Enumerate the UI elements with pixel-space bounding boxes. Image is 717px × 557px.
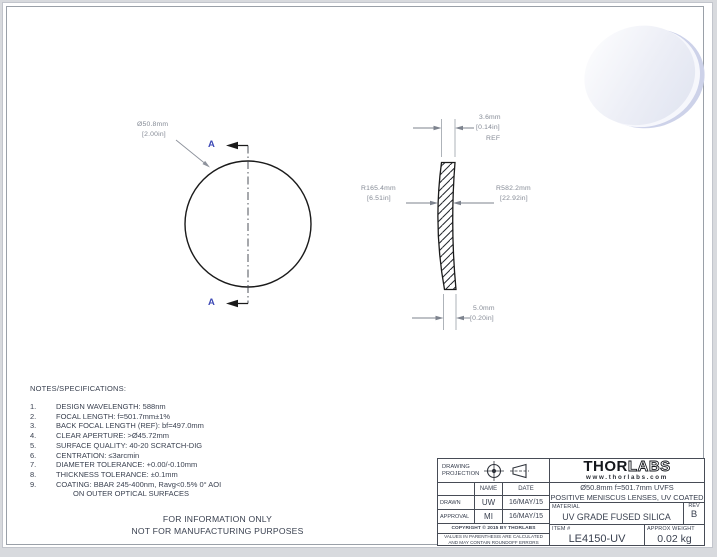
weight-cell bbox=[644, 525, 704, 545]
title-block-right bbox=[550, 459, 704, 545]
approval-name: MI bbox=[474, 510, 503, 523]
thorlabs-logo bbox=[550, 459, 704, 483]
name-header: NAME bbox=[474, 483, 503, 495]
approval-label: APPROVAL bbox=[440, 513, 470, 520]
projection-label: DRAWING PROJECTION bbox=[442, 463, 480, 477]
rev-cell bbox=[683, 503, 704, 524]
drawn-row bbox=[438, 496, 549, 510]
weight-label: APPROX WEIGHT bbox=[647, 526, 695, 532]
disclaimer-line1: FOR INFORMATION ONLY bbox=[162, 514, 273, 524]
item-cell bbox=[550, 525, 644, 545]
drawn-date: 16/MAY/15 bbox=[508, 499, 544, 506]
note-item: 8. THICKNESS TOLERANCE: ±0.1mm bbox=[30, 469, 178, 479]
section-label-a-bottom: A bbox=[208, 297, 215, 308]
radius-left-label-in: [6.51in] bbox=[367, 195, 391, 202]
note-item: 5. SURFACE QUALITY: 40-20 SCRATCH-DIG bbox=[30, 440, 203, 450]
title-block bbox=[437, 458, 705, 546]
title-block-left bbox=[438, 459, 550, 545]
radius-right-label-in: [22.92in] bbox=[500, 195, 528, 202]
note-item-continuation: ON OUTER OPTICAL SURFACES bbox=[73, 489, 189, 499]
section-label-a-top: A bbox=[208, 139, 215, 150]
edge-thickness-label-mm: 3.6mm bbox=[479, 114, 501, 121]
logo-labs-text: LABS bbox=[627, 458, 671, 475]
thorlabs-website: www.thorlabs.com bbox=[586, 474, 668, 481]
projection-cone-icon bbox=[510, 463, 529, 479]
signature-header-row bbox=[438, 483, 549, 496]
material-label: MATERIAL bbox=[552, 504, 580, 510]
disclaimer-line2: NOT FOR MANUFACTURING PURPOSES bbox=[131, 525, 304, 536]
center-thickness-label-in: [0.20in] bbox=[470, 315, 494, 322]
note-item: 2. FOCAL LENGTH: f=501.7mm±1% bbox=[30, 411, 171, 421]
logo-thor-text: THOR bbox=[583, 458, 628, 475]
roundoff-disclaimer: VALUES IN PARENTHESIS ARE CALCULATED AND MAY CONTAIN ROUNDOFF ERRORS bbox=[444, 534, 543, 545]
drawn-name: UW bbox=[474, 496, 503, 509]
approval-row bbox=[438, 510, 549, 524]
approval-date: 16/MAY/15 bbox=[508, 513, 544, 520]
notes-heading: NOTES/SPECIFICATIONS: bbox=[30, 384, 127, 393]
note-item: 7. DIAMETER TOLERANCE: +0.00/-0.10mm bbox=[30, 460, 198, 470]
item-label: ITEM # bbox=[552, 526, 571, 532]
radius-left-label-mm: R165.4mm bbox=[361, 185, 396, 192]
note-item: 9. COATING: BBAR 245-400nm, Ravg<0.5% 0° AOI bbox=[30, 479, 222, 489]
rev-value: B bbox=[690, 509, 698, 520]
part-title bbox=[550, 483, 704, 503]
center-thickness-label-mm: 5.0mm bbox=[473, 305, 495, 312]
edge-thickness-label-in: [0.14in] bbox=[476, 124, 500, 131]
material-row bbox=[550, 503, 704, 525]
projection-row bbox=[438, 459, 549, 483]
information-only-disclaimer bbox=[85, 514, 350, 537]
rev-label: REV bbox=[688, 503, 700, 509]
copyright-notice: COPYRIGHT © 2015 BY THORLABS bbox=[438, 524, 549, 534]
note-item: 6. CENTRATION: ≤3arcmin bbox=[30, 450, 140, 460]
material-value: UV GRADE FUSED SILICA bbox=[562, 512, 671, 522]
drawn-label: DRAWN bbox=[440, 499, 461, 506]
item-row bbox=[550, 525, 704, 545]
notes-specifications bbox=[30, 384, 330, 499]
front-diameter-label-mm: Ø50.8mm bbox=[137, 121, 169, 128]
item-number: LE4150-UV bbox=[568, 533, 626, 545]
note-item: 3. BACK FOCAL LENGTH (REF): bf=497.0mm bbox=[30, 421, 204, 431]
lens-section-outline bbox=[438, 163, 456, 290]
front-diameter-label-in: [2.00in] bbox=[142, 131, 166, 138]
part-title-line2: POSITIVE MENISCUS LENSES, UV COATED bbox=[550, 492, 704, 502]
radius-right-label-mm: R582.2mm bbox=[496, 185, 531, 192]
note-item: 4. CLEAR APERTURE: >Ø45.72mm bbox=[30, 431, 170, 441]
note-item: 1. DESIGN WAVELENGTH: 588nm bbox=[30, 402, 166, 411]
date-header: DATE bbox=[518, 486, 534, 492]
weight-value: 0.02 kg bbox=[657, 533, 692, 545]
material-cell bbox=[550, 503, 683, 524]
part-title-line1: Ø50.8mm f=501.7mm UVFS bbox=[580, 483, 674, 493]
lens-3d-render bbox=[571, 9, 717, 145]
edge-thickness-ref: REF bbox=[486, 135, 501, 142]
projection-target-icon bbox=[483, 460, 505, 482]
